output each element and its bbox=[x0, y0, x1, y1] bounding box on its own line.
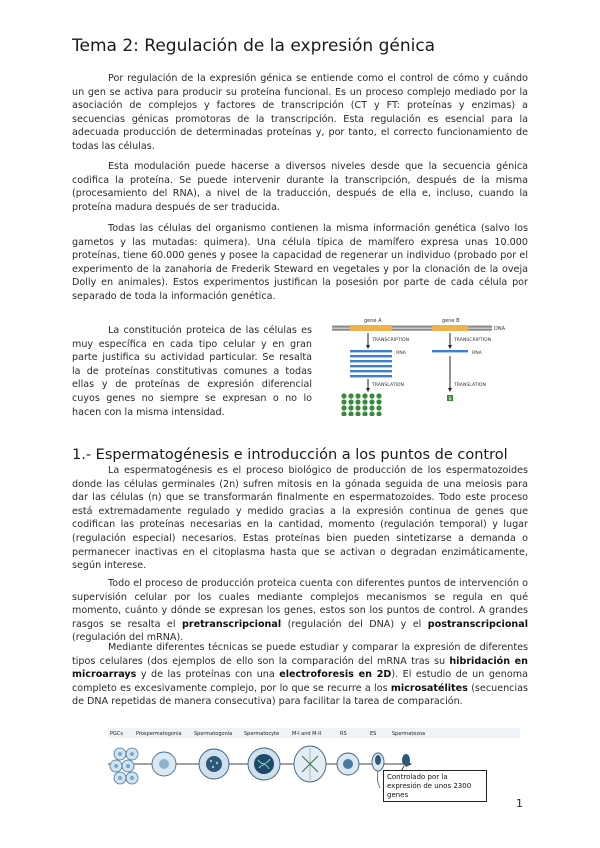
protein-a-label: A bbox=[385, 396, 388, 400]
term-microsatelites: microsatélites bbox=[390, 682, 468, 694]
transcription-b-label: TRANSCRIPTION bbox=[454, 338, 492, 343]
rna-b-transcript bbox=[432, 350, 468, 352]
translation-b-label: TRANSLATION bbox=[454, 383, 486, 388]
spermatogonia-cell bbox=[199, 749, 229, 779]
section-title-spermatogenesis: 1.- Espermatogénesis e introducción a los puntos de control bbox=[72, 447, 508, 463]
stage-label-es: ES bbox=[370, 731, 377, 737]
dna-label: DNA bbox=[494, 326, 506, 332]
rna-a-transcripts bbox=[350, 350, 392, 377]
meiosis-cell bbox=[294, 746, 326, 782]
stage-label-pgcs: PGCs bbox=[110, 731, 123, 737]
paragraph-control-points: Todo el proceso de producción proteica cuenta con diferentes puntos de intervención o supervisión celular por los cuales mediante complejos mecanismos se regula en qué momento, cuánto y dónde se expresan los genes, estos son los puntos de control. A grandes rasgos se resalta el pretranscripcional (regulación del DNA) y el postranscripcional (regulación del mRNA). bbox=[72, 578, 529, 644]
rna-a-label: RNA bbox=[396, 351, 406, 356]
term-microarrays: hibridación en microarrays bbox=[72, 655, 528, 681]
spermatocyte-cell bbox=[248, 748, 280, 780]
paragraph-protein-constitution: La constitución proteica de las células es muy específica en cada tipo celular y en gran parte justifica su actividad particular. Se resalta la de proteínas constitutivas comunes a todas ellas y de proteínas de expresión diferencial cuyos genes no siempre se expresan o no lo hacen con la misma intensidad. bbox=[72, 325, 312, 418]
stage-label-rs: RS bbox=[340, 731, 347, 737]
gene-b-label: gene B bbox=[442, 318, 460, 324]
paragraph-spermatogenesis: La espermatogénesis es el proceso biológico de producción de los espermatozoides donde las células germinales (2n) sufren mitosis en la gónada seguida de una meiosis para dar las células (n) que se transformarán finalmente en espermatozoides. Todo este proceso está extremadamente regulado y medido gracias a la expresión continua de genes que codifican las proteínas necesarias en la cantidad, momento (regulación temporal) y lugar (regulación especial) necesarios. Estas proteínas bien pueden sintetizarse a demanda o permanecer inactivas en el citoplasma hasta que se activan o degradan enzimáticamente, según interese. bbox=[72, 465, 528, 572]
control-note-box: Controlado por la expresión de unos 2300 genes bbox=[383, 770, 487, 802]
paragraph-intro: Por regulación de la expresión génica se entiende como el control de cómo y cuándo un gen se activa para producir su proteína funcional. Es un proceso complejo mediado por la asociación de complejos y factores de transcripción (CT y FT: proteínas y enzimas) a secuencias génicas promotoras de la transcripción. Esta regulación es esencial para la adecuada producción de determinadas proteínas y, por tanto, el correcto funcionamiento de todas las células. bbox=[72, 73, 528, 152]
stage-label-spermatogonia: Spermatogonia bbox=[194, 731, 233, 737]
transcription-a-label: TRANSCRIPTION bbox=[372, 338, 410, 343]
paragraph-genetic-info: Todas las células del organismo contienen la misma información genética (salvo los gametos y las mutadas: quimera). Una célula típica de mamífero expresa unas 10.000 proteínas, tiene 60.000 genes y posee la capacidad de regenerar un individuo (probado por el experimento de la zanahoria de Frederik Steward en vegetales y por la clonación de la oveja Dolly en animales). Estos experimentos justifican la posesión por parte de cada célula por separado de toda la información genética. bbox=[72, 223, 528, 302]
stage-label-spermatozoa: Spermatozoa bbox=[392, 731, 426, 737]
protein-a-molecules bbox=[341, 393, 381, 416]
round-spermatid-cell bbox=[337, 753, 359, 775]
gene-a-segment bbox=[350, 325, 392, 331]
gene-expression-figure bbox=[330, 316, 530, 416]
gene-b-segment bbox=[432, 325, 468, 331]
pgc-cell-cluster bbox=[110, 748, 138, 784]
stage-label-meiosis: M-I and M-II bbox=[292, 731, 322, 737]
paragraph-modulation: Esta modulación puede hacerse a diversos niveles desde que la secuencia génica codifica la proteína. Se puede intervenir durante la transcripción, después de la misma (procesamiento del RNA), a nivel de la traducción, después de ella e, incluso, cuando la proteína madura después de ser traducida. bbox=[72, 161, 528, 213]
term-postranscripcional: postranscripcional bbox=[427, 618, 529, 630]
term-electroforesis: electroforesis en 2D bbox=[279, 669, 392, 681]
gene-a-label: gene A bbox=[364, 318, 382, 324]
protein-b-label: B bbox=[448, 397, 452, 402]
term-pretranscripcional: pretranscripcional bbox=[181, 618, 282, 630]
rna-b-label: RNA bbox=[472, 351, 482, 356]
page-number: 1 bbox=[516, 797, 523, 810]
stage-label-spermatocyte: Spermatocyte bbox=[244, 731, 280, 737]
paragraph-techniques: Mediante diferentes técnicas se puede estudiar y comparar la expresión de diferentes tipos celulares (dos ejemplos de ello son la comparación del mRNA tras su hibridación en microarrays y de las proteínas con una electroforesis en 2D). El estudio de un genoma completo es excesivamente complejo, por lo que se recurre a los microsatélites (secuencias de DNA repetidas de manera consecutiva) para facilitar la tarea de comparación. bbox=[72, 642, 528, 708]
prospermatogonia-cell bbox=[152, 752, 176, 776]
page-title: Tema 2: Regulación de la expresión génica bbox=[72, 36, 436, 56]
translation-a-label: TRANSLATION bbox=[372, 383, 404, 388]
stage-label-prospermatogonia: Prospermatogonia bbox=[136, 731, 182, 737]
